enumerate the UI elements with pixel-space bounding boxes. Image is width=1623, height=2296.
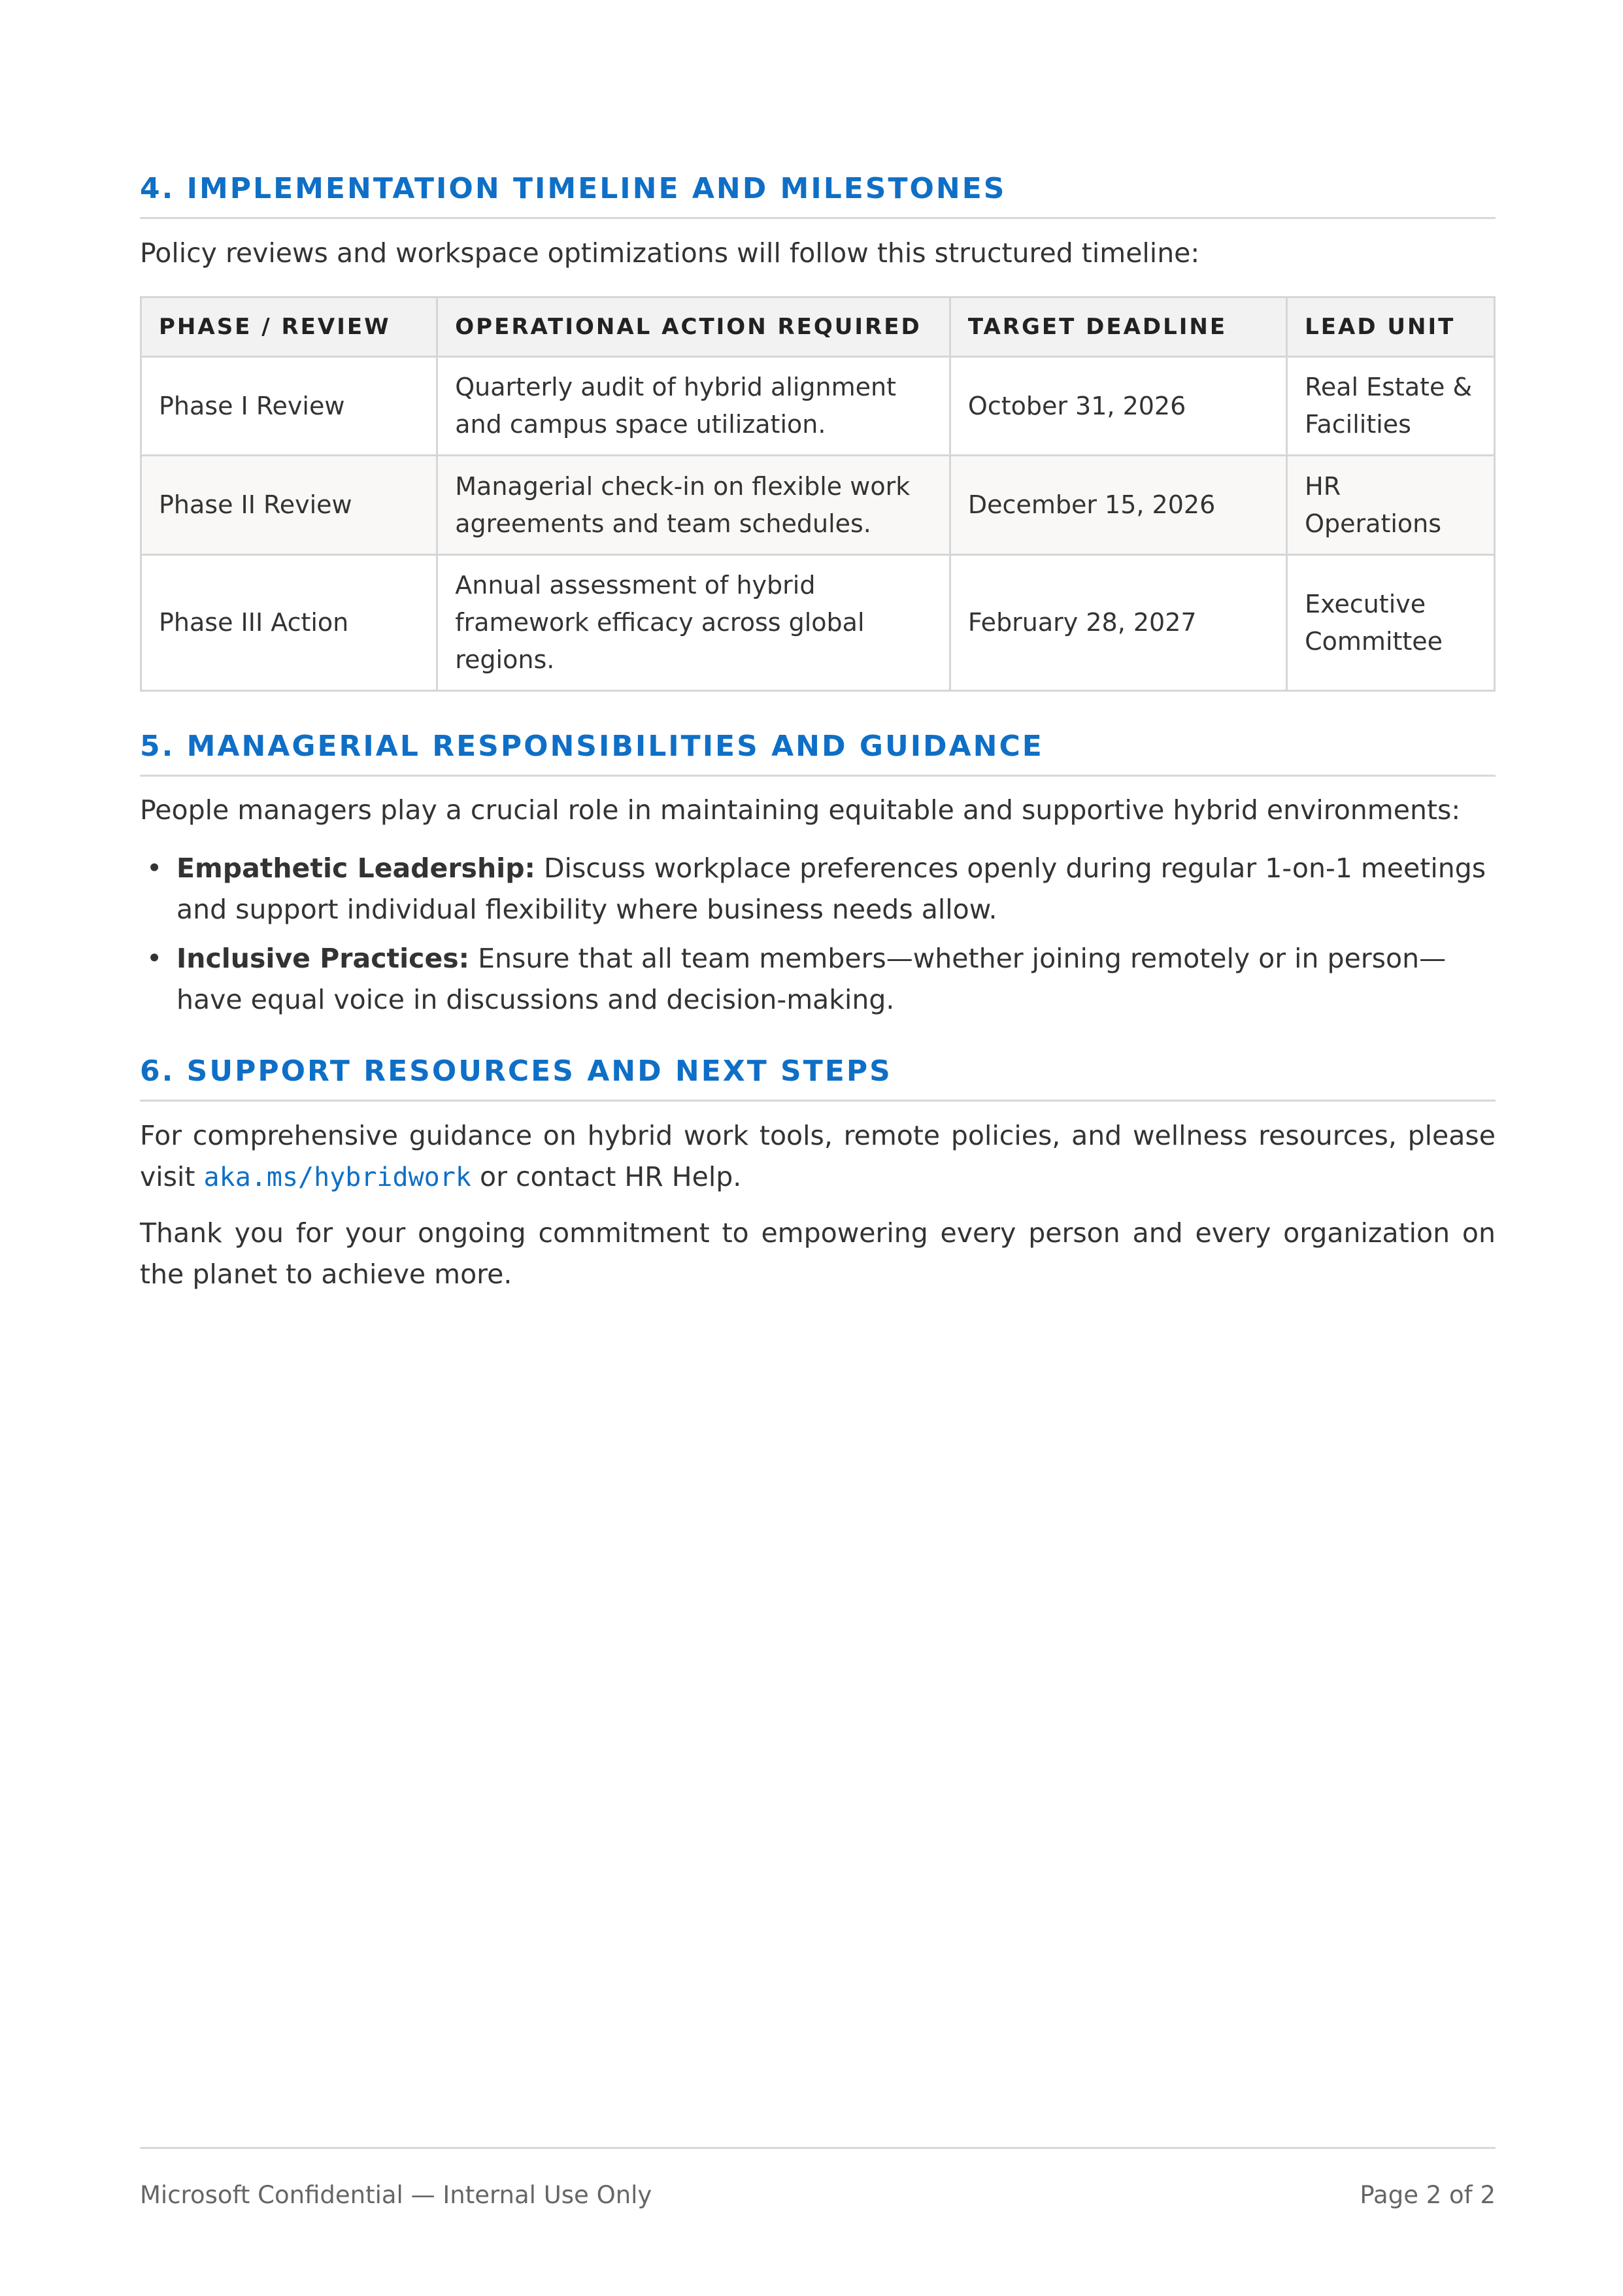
cell-phase: Phase III Action — [141, 555, 437, 691]
cell-lead: HR Operations — [1287, 456, 1495, 555]
cell-deadline: December 15, 2026 — [950, 456, 1286, 555]
table-row — [141, 456, 1495, 555]
guidance-list — [140, 848, 1496, 1028]
cell-action: Quarterly audit of hybrid alignment and campus space utilization. — [437, 357, 950, 456]
table-row — [141, 357, 1495, 456]
column-header-deadline: TARGET DEADLINE — [950, 297, 1286, 357]
column-header-phase: PHASE / REVIEW — [141, 297, 437, 357]
footer-confidential-label: Microsoft Confidential — Internal Use Only — [140, 2181, 652, 2209]
cell-deadline: October 31, 2026 — [950, 357, 1286, 456]
footer-divider — [140, 2147, 1496, 2149]
cell-deadline: February 28, 2027 — [950, 555, 1286, 691]
cell-lead: Executive Committee — [1287, 555, 1495, 691]
timeline-table — [140, 296, 1496, 692]
list-item-text: Ensure that all team members—whether joining remotely or in person—have equal voice in discussions and decision-making. — [176, 943, 1447, 1015]
section-4-heading: 4. IMPLEMENTATION TIMELINE AND MILESTONES — [140, 172, 1496, 219]
cell-phase: Phase II Review — [141, 456, 437, 555]
section-5-heading: 5. MANAGERIAL RESPONSIBILITIES AND GUIDANCE — [140, 730, 1496, 777]
table-header-row — [141, 297, 1495, 357]
section-5-intro: People managers play a crucial role in maintaining equitable and supportive hybrid environments: — [140, 794, 1461, 826]
hybridwork-link[interactable]: aka.ms/hybridwork — [203, 1162, 471, 1192]
cell-phase: Phase I Review — [141, 357, 437, 456]
section-6-paragraph-2: Thank you for your ongoing commitment to empowering every person and every organization on the planet to achieve more. — [140, 1217, 1496, 1290]
list-item — [146, 848, 1496, 930]
section-6-paragraph-1 — [140, 1115, 1496, 1198]
bullet-icon: • — [146, 943, 163, 974]
cell-action: Annual assessment of hybrid framework efficacy across global regions. — [437, 555, 950, 691]
list-item-title: Inclusive Practices: — [176, 943, 470, 974]
paragraph-text: or contact HR Help. — [479, 1161, 742, 1192]
table-row — [141, 555, 1495, 691]
column-header-lead: LEAD UNIT — [1287, 297, 1495, 357]
paragraph-text: For comprehensive guidance on hybrid work tools, remote policies, and wellness resources, please visit — [140, 1120, 1496, 1192]
list-item-text: Discuss workplace preferences openly during regular 1-on-1 meetings and support individual flexibility where business needs allow. — [176, 853, 1486, 925]
cell-action: Managerial check-in on flexible work agreements and team schedules. — [437, 456, 950, 555]
section-4-intro: Policy reviews and workspace optimizations will follow this structured timeline: — [140, 237, 1200, 269]
page-number: Page 2 of 2 — [1360, 2181, 1496, 2209]
column-header-action: OPERATIONAL ACTION REQUIRED — [437, 297, 950, 357]
section-6-heading: 6. SUPPORT RESOURCES AND NEXT STEPS — [140, 1055, 1496, 1102]
bullet-icon: • — [146, 853, 163, 884]
list-item-title: Empathetic Leadership: — [176, 853, 535, 884]
cell-lead: Real Estate & Facilities — [1287, 357, 1495, 456]
list-item — [146, 938, 1496, 1021]
